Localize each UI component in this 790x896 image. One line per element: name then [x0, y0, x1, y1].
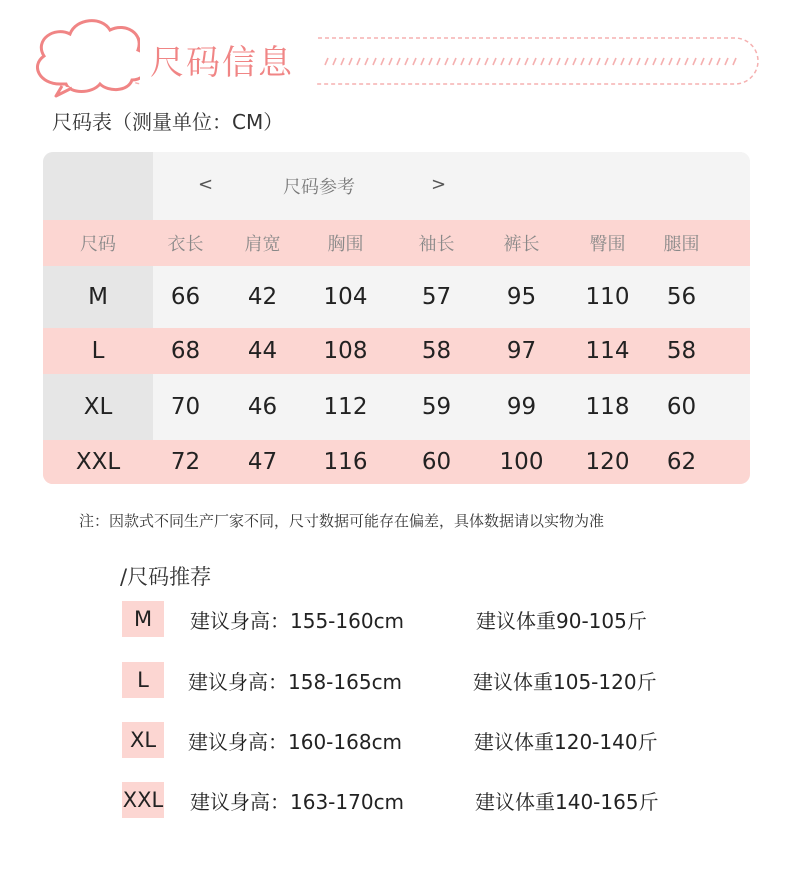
- cloud-banner-graphic: [0, 0, 790, 100]
- table-cell: 120: [585, 449, 630, 475]
- table-cell: 99: [506, 394, 537, 420]
- table-cell: 104: [323, 284, 368, 310]
- table-cell: 58: [421, 338, 452, 364]
- table-cell: 68: [170, 338, 201, 364]
- size-badge: M: [122, 601, 164, 637]
- table-cell: 66: [170, 284, 201, 310]
- header-cell: 尺码: [80, 234, 116, 255]
- header-cell: 臀围: [589, 234, 626, 255]
- recommend-height: 建议身高：163-170cm: [190, 790, 405, 814]
- size-cell: XXL: [75, 449, 121, 475]
- header-cell: 肩宽: [244, 234, 281, 255]
- recommend-title: /尺码推荐: [120, 565, 212, 589]
- table-cell: 47: [247, 449, 278, 475]
- table-nav-row: [43, 152, 750, 220]
- table-row: [43, 440, 750, 484]
- size-badge: XL: [122, 722, 164, 758]
- hatch-decoration: [325, 58, 736, 65]
- nav-right-bar: [153, 152, 750, 220]
- size-badge: XXL: [122, 782, 164, 818]
- table-cell: 108: [323, 338, 368, 364]
- table-cell: 112: [323, 394, 368, 420]
- table-cell: 60: [666, 394, 697, 420]
- recommend-item: [0, 601, 790, 637]
- header-banner: [0, 0, 790, 100]
- table-cell: 116: [323, 449, 368, 475]
- table-cell: 44: [247, 338, 278, 364]
- table-cell: 95: [506, 284, 537, 310]
- table-cell: 70: [170, 394, 201, 420]
- size-cell: XL: [83, 394, 113, 420]
- header-cell: 胸围: [327, 234, 364, 255]
- table-cell: 114: [585, 338, 630, 364]
- recommend-weight: 建议体重120-140斤: [474, 730, 658, 754]
- table-cell: 72: [170, 449, 201, 475]
- recommend-item: [0, 722, 790, 758]
- recommend-item: [0, 782, 790, 818]
- recommend-height: 建议身高：158-165cm: [188, 670, 403, 694]
- table-cell: 56: [666, 284, 697, 310]
- chevron-left-icon[interactable]: <: [198, 174, 214, 195]
- section-title: 尺码信息: [150, 43, 294, 83]
- nav-left-blank: [43, 152, 153, 220]
- table-cell: 62: [666, 449, 697, 475]
- table-note: 注：因款式不同生产厂家不同，尺寸数据可能存在偏差，具体数据请以实物为准: [79, 512, 605, 530]
- size-cell: L: [91, 338, 105, 364]
- size-cell: M: [88, 284, 108, 310]
- chevron-right-icon[interactable]: >: [431, 174, 447, 195]
- recommend-weight: 建议体重105-120斤: [473, 670, 657, 694]
- table-cell: 46: [247, 394, 278, 420]
- size-table: [43, 152, 750, 484]
- table-cell: 100: [499, 449, 544, 475]
- header-cell: 裤长: [503, 234, 540, 255]
- table-cell: 42: [247, 284, 278, 310]
- cloud-icon: [37, 21, 148, 92]
- header-cell: 腿围: [663, 234, 700, 255]
- table-caption: 尺码表（测量单位：CM）: [52, 110, 284, 134]
- table-cell: 110: [585, 284, 630, 310]
- table-row: [43, 328, 750, 374]
- recommend-height: 建议身高：155-160cm: [190, 609, 405, 633]
- size-badge: L: [122, 662, 164, 698]
- recommend-item: [0, 662, 790, 698]
- table-header-row: [43, 220, 750, 266]
- table-cell: 118: [585, 394, 630, 420]
- table-row: [43, 374, 750, 440]
- recommend-height: 建议身高：160-168cm: [188, 730, 403, 754]
- recommend-weight: 建议体重140-165斤: [475, 790, 659, 814]
- header-cell: 衣长: [167, 234, 204, 255]
- nav-title: 尺码参考: [283, 177, 355, 198]
- table-row: [43, 266, 750, 328]
- table-cell: 97: [506, 338, 537, 364]
- header-cell: 袖长: [418, 234, 455, 255]
- recommend-weight: 建议体重90-105斤: [476, 609, 647, 633]
- table-cell: 57: [421, 284, 452, 310]
- table-cell: 58: [666, 338, 697, 364]
- table-cell: 60: [421, 449, 452, 475]
- table-cell: 59: [421, 394, 452, 420]
